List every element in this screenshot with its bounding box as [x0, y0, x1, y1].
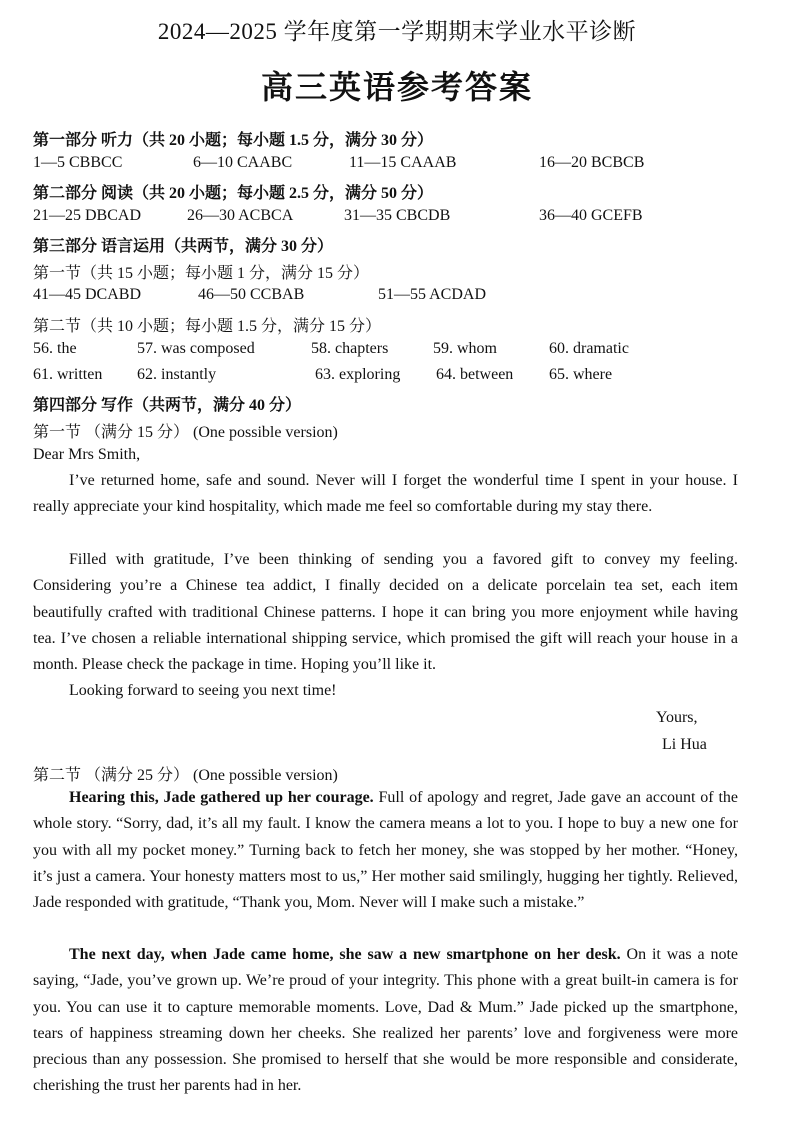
- part4-section2-heading: 第二节 （满分 25 分） (One possible version): [33, 767, 338, 784]
- page-title: 高三英语参考答案: [260, 69, 533, 105]
- answer-group: 26—30 ACBCA: [187, 207, 294, 224]
- story-paragraph: [33, 785, 738, 916]
- answer-group: 21—25 DBCAD: [33, 207, 142, 224]
- letter-paragraph: Looking forward to seeing you next time!: [69, 682, 337, 699]
- answer-group: 11—15 CAAAB: [349, 154, 457, 171]
- answer-item: 59. whom: [433, 340, 497, 357]
- answer-group: 6—10 CAABC: [193, 154, 293, 171]
- part3-section1-heading: 第一节（共 15 小题；每小题 1 分，满分 15 分）: [33, 265, 370, 282]
- part4-heading: 第四部分 写作（共两节，满分 40 分）: [33, 397, 302, 414]
- answer-group: 41—45 DCABD: [33, 286, 142, 303]
- answer-item: 58. chapters: [311, 340, 389, 357]
- part3-section2-heading: 第二节（共 10 小题；每小题 1.5 分，满分 15 分）: [33, 318, 382, 335]
- answer-item: 65. where: [549, 366, 613, 383]
- paragraph-lead-sentence: The next day, when Jade came home, she saw a new smartphone on her desk.: [69, 946, 621, 963]
- answer-item: 64. between: [436, 366, 514, 383]
- part1-heading: 第一部分 听力（共 20 小题；每小题 1.5 分，满分 30 分）: [33, 132, 434, 149]
- answer-group: 16—20 BCBCB: [539, 154, 645, 171]
- paragraph-body: Full of apology and regret, Jade gave an account of the whole story. “Sorry, dad, it’s all my fault. I know the camera means a lot to you. I hope to buy a new one for you with all my pocket money.” Turning back to fetch her money, she was stopped by her mother. “Honey, it’s just a camera. Your honesty matters most to us,” Her mother said smilingly, hugging her tightly. Relieved, Jade responded with gratitude, “Thank you, Mom. Never will I make such a mistake.”: [33, 789, 738, 912]
- answer-group: 31—35 CBCDB: [344, 207, 451, 224]
- letter-closing: Yours,: [656, 709, 698, 726]
- exam-title: 2024—2025 学年度第一学期期末学业水平诊断: [157, 19, 637, 44]
- paragraph-body: On it was a note saying, “Jade, you’ve grown up. We’re proud of your integrity. This phone with a great built-in camera is for you. You can use it to capture memorable moments. Love, Dad & Mum.” Jade picked up the smartphone, tears of happiness streaming down her cheeks. She realized her parents’ love and forgiveness were more precious than any possession. She promised to herself that she would be more responsible and considerate, cherishing the trust her parents had in her.: [33, 946, 738, 1095]
- answer-item: 61. written: [33, 366, 103, 383]
- part4-section1-heading: 第一节 （满分 15 分） (One possible version): [33, 424, 338, 441]
- part3-heading: 第三部分 语言运用（共两节，满分 30 分）: [33, 238, 334, 255]
- answer-item: 57. was composed: [137, 340, 255, 357]
- answer-group: 1—5 CBBCC: [33, 154, 123, 171]
- story-paragraph: [33, 942, 738, 1100]
- letter-salutation: Dear Mrs Smith,: [33, 446, 141, 463]
- answer-item: 60. dramatic: [549, 340, 629, 357]
- answer-group: 36—40 GCEFB: [539, 207, 643, 224]
- answer-item: 63. exploring: [315, 366, 401, 383]
- letter-paragraph: Filled with gratitude, I’ve been thinking of sending you a favored gift to convey my feeling. Considering you’re a Chinese tea addict, I finally decided on a delicate porcelain tea set, each item beautifully crafted with traditional Chinese patterns. I hope it can bring you more enjoyment while having tea. I’ve chosen a reliable international shipping service, which promised the gift will reach your house in a month. Please check the package in time. Hoping you’ll like it.: [33, 551, 738, 674]
- answer-item: 62. instantly: [137, 366, 217, 383]
- part2-heading: 第二部分 阅读（共 20 小题；每小题 2.5 分，满分 50 分）: [33, 185, 434, 202]
- letter-signature: Li Hua: [662, 736, 707, 753]
- paragraph-lead-sentence: Hearing this, Jade gathered up her courage.: [69, 789, 374, 806]
- letter-paragraph: I’ve returned home, safe and sound. Never will I forget the wonderful time I spent in your house. I really appreciate your kind hospitality, which made me feel so comfortable during my stay there.: [33, 472, 738, 516]
- answer-item: 56. the: [33, 340, 77, 357]
- answer-group: 46—50 CCBAB: [198, 286, 305, 303]
- answer-group: 51—55 ACDAD: [378, 286, 487, 303]
